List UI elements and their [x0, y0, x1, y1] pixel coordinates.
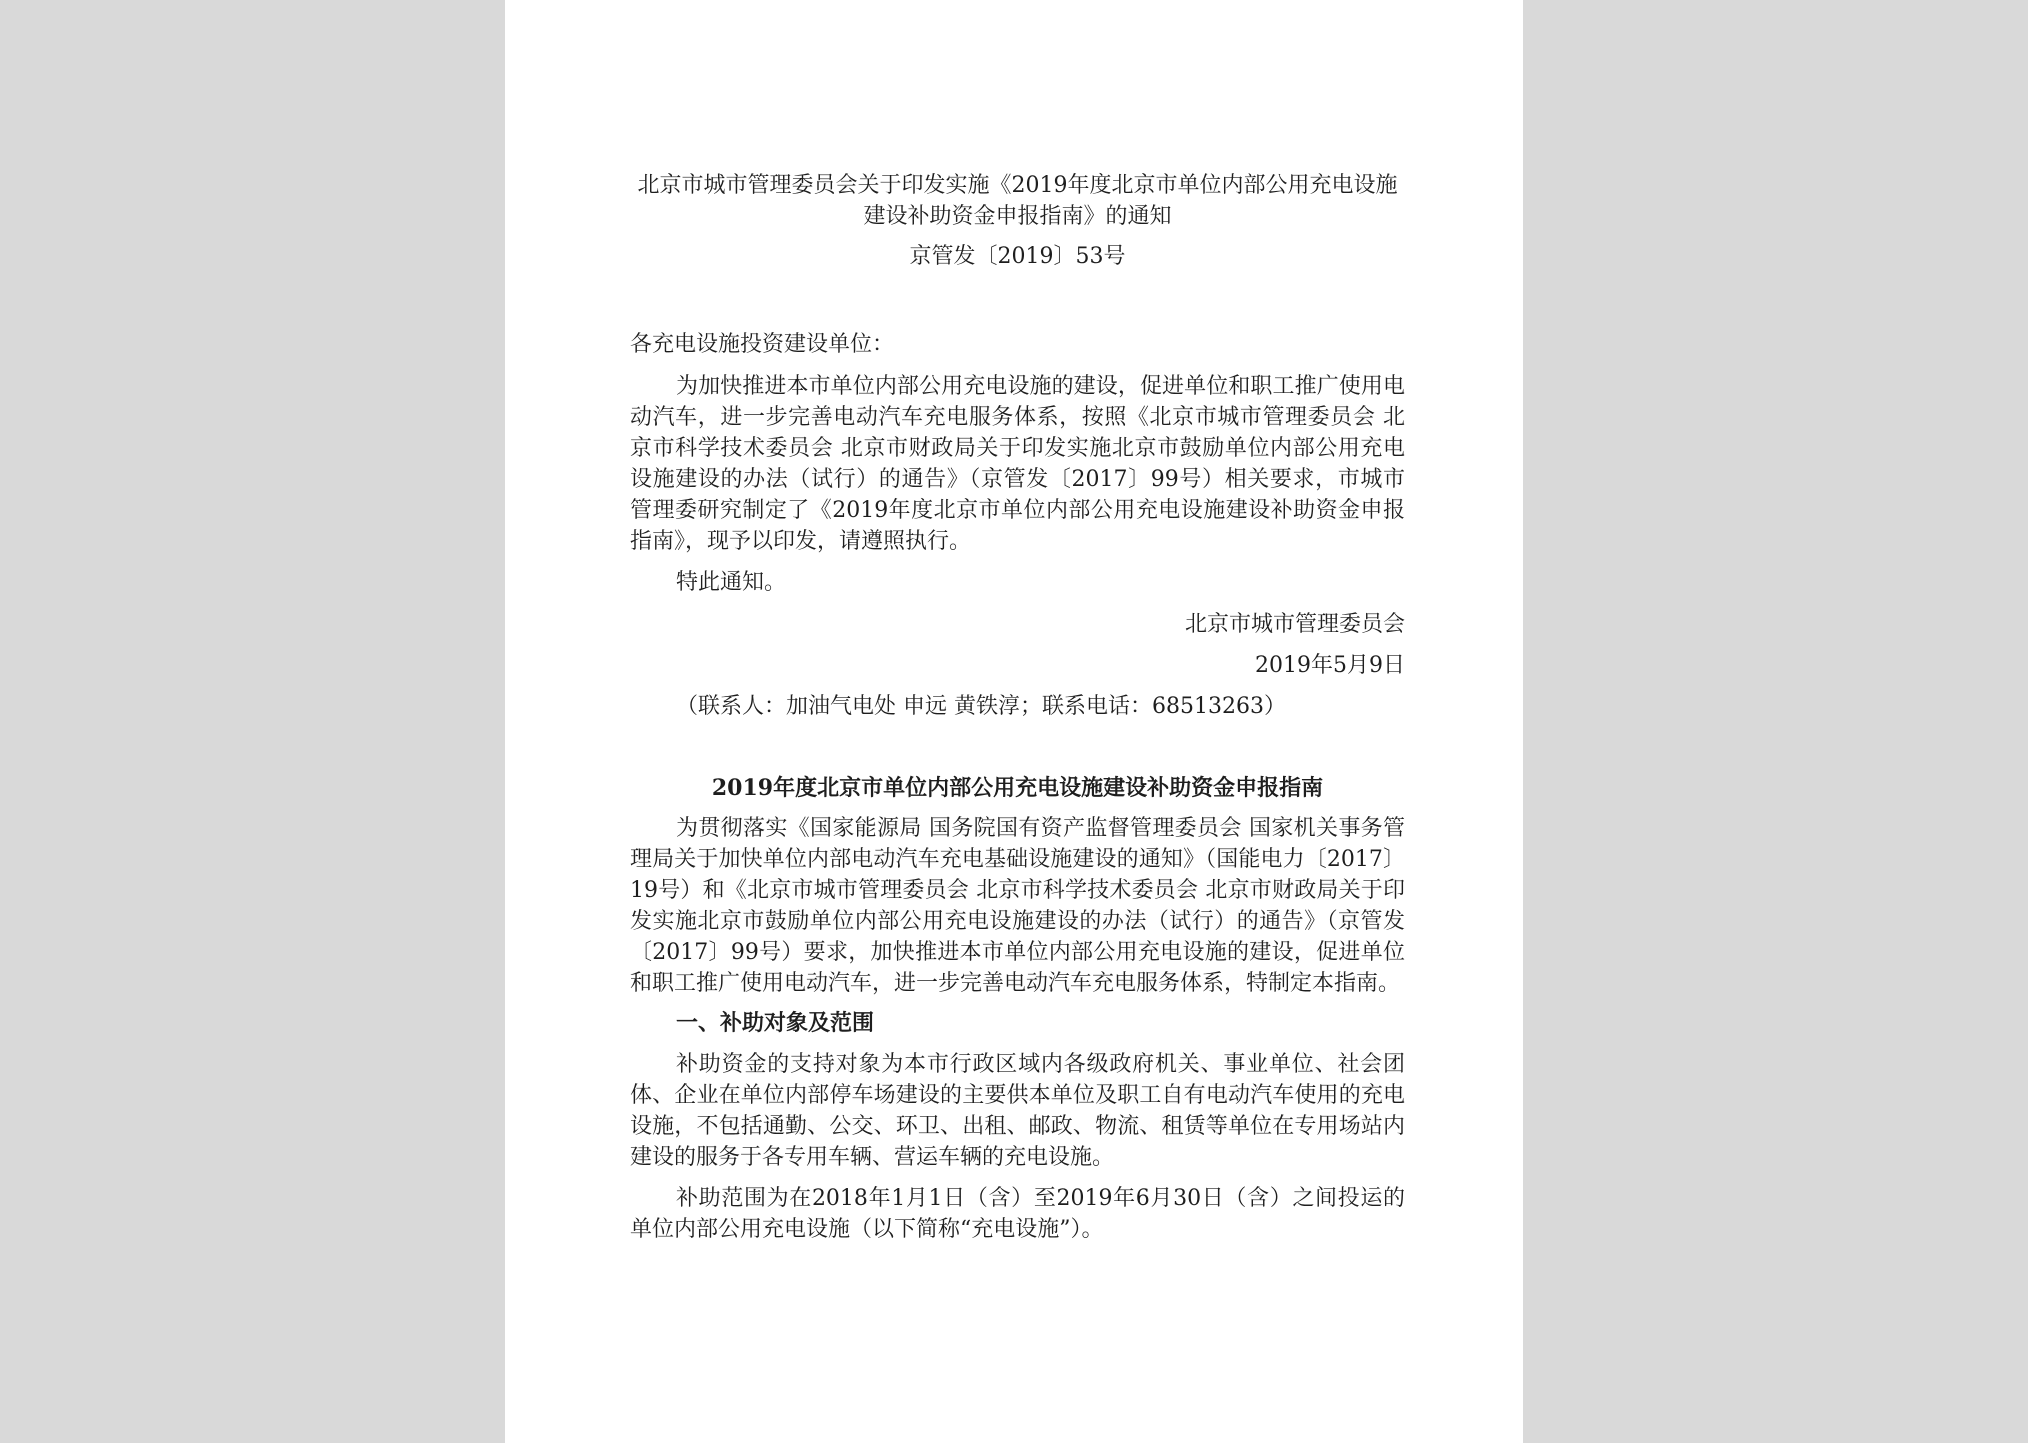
contact-info: （联系人：加油气电处 申远 黄铁淳；联系电话：68513263） [676, 694, 1286, 719]
document-number: 京管发〔2019〕53号 [909, 244, 1126, 269]
section-heading: 一、补助对象及范围 [676, 1010, 875, 1036]
document-page [505, 0, 1523, 1443]
guide-title: 2019年度北京市单位内部公用充电设施建设补助资金申报指南 [711, 775, 1324, 801]
salutation: 各充电设施投资建设单位： [630, 332, 895, 357]
closing-line: 特此通知。 [676, 570, 787, 595]
signer: 北京市城市管理委员会 [1184, 612, 1405, 637]
notice-body: 为加快推进本市单位内部公用充电设施的建设，促进单位和职工推广使用电动汽车，进一步完善电动汽车充电服务体系，按照《北京市城市管理委员会 北京市科学技术委员会 北京市财政局关于印发实施北京市鼓励单位内部公用充电设施建设的办法（试行）的通告》（京管发〔2017〕99号）相关要求，市城市管理委研究制定了《2019年度北京市单位内部公用充电设施建设补助资金申报指南》，现予以印发，请遵照执行。 [630, 374, 1405, 554]
guide-intro: 为贯彻落实《国家能源局 国务院国有资产监督管理委员会 国家机关事务管理局关于加快单位内部电动汽车充电基础设施建设的通知》（国能电力〔2017〕19号）和《北京市城市管理委员会 北京市科学技术委员会 北京市财政局关于印发实施北京市鼓励单位内部公用充电设施建设的办法（试行）的通告》（京管发〔2017〕99号）要求，加快推进本市单位内部公用充电设施的建设，促进单位和职工推广使用电动汽车，进一步完善电动汽车充电服务体系，特制定本指南。 [630, 816, 1405, 996]
section-paragraph: 补助范围为在2018年1月1日（含）至2019年6月30日（含）之间投运的单位内部公用充电设施（以下简称“充电设施”）。 [630, 1186, 1405, 1242]
page-content [630, 170, 1405, 1245]
section-paragraph: 补助资金的支持对象为本市行政区域内各级政府机关、事业单位、社会团体、企业在单位内部停车场建设的主要供本单位及职工自有电动汽车使用的充电设施，不包括通勤、公交、环卫、出租、邮政、物流、租赁等单位在专用场站内建设的服务于各专用车辆、营运车辆的充电设施。 [630, 1052, 1405, 1170]
issue-date: 2019年5月9日 [1255, 653, 1405, 678]
notice-title: 北京市城市管理委员会关于印发实施《2019年度北京市单位内部公用充电设施建设补助资金申报指南》的通知 [637, 173, 1398, 229]
